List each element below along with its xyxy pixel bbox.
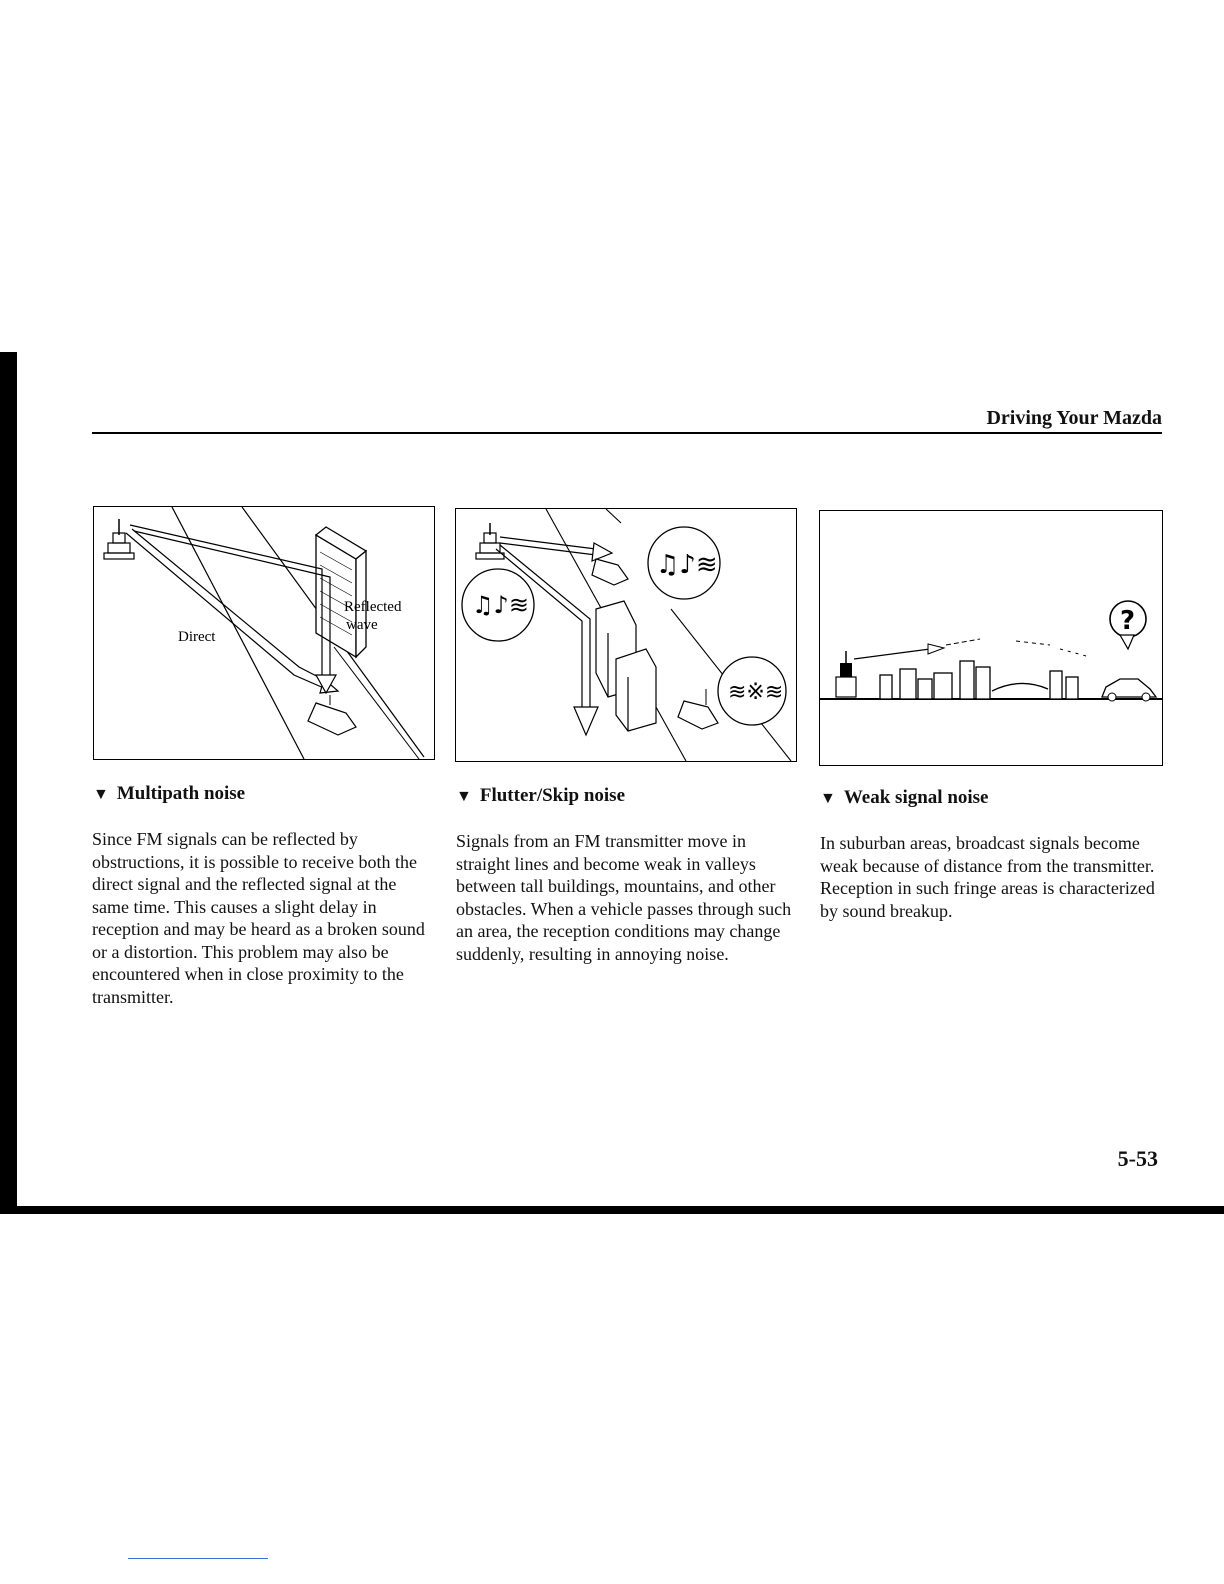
car-icon (592, 559, 628, 585)
music-bubble-icon (462, 569, 534, 641)
flutter-skip-description: Signals from an FM transmitter move in straight lines and become weak in valleys between tall buildings, mountains, and other obstacles. When a vehicle passes through such an area, the reception conditions may change suddenly, resulting in annoying noise. (456, 831, 792, 964)
buildings-icon (596, 601, 656, 731)
reflected-label: Reflected (344, 599, 402, 615)
building-icon (316, 527, 366, 657)
left-edge-bar (0, 352, 17, 1214)
triangle-down-icon: ▼ (456, 788, 472, 805)
car-icon (308, 695, 356, 735)
noise-bubble-icon (718, 657, 786, 725)
section-title-weak-signal: ▼ Weak signal noise (820, 787, 989, 808)
multipath-diagram (94, 507, 434, 759)
transmitter-tower-icon (104, 519, 134, 559)
page-number: 5-53 (1117, 1146, 1158, 1171)
car-icon (678, 689, 718, 729)
bottom-edge-bar (0, 1206, 1224, 1214)
transmitter-tower-icon (476, 523, 504, 559)
triangle-down-icon: ▼ (820, 790, 836, 807)
footer-link-underline (128, 1558, 268, 1559)
multipath-illustration (93, 506, 435, 760)
weak-signal-illustration (819, 510, 1163, 766)
question-bubble-icon (1110, 601, 1146, 649)
section-title-flutter-skip: ▼ Flutter/Skip noise (456, 785, 625, 806)
page-header-title: Driving Your Mazda (986, 407, 1162, 429)
section-title-multipath: ▼ Multipath noise (93, 783, 246, 804)
weak-signal-description: In suburban areas, broadcast signals become weak because of distance from the transmitter. Reception in such fringe areas is characterized by sound breakup. (820, 833, 1155, 921)
flutter-skip-diagram (456, 509, 796, 761)
svg-text:≋※≋: ≋※≋ (728, 680, 784, 705)
multipath-description: Since FM signals can be reflected by obstructions, it is possible to receive both the direct signal and the reflected signal at the same time. This causes a slight delay in reception and may be heard as a broken sound or a distortion. This problem may also be encountered when in close proximity to the transmitter. (92, 829, 425, 1007)
svg-text:♫♪≋: ♫♪≋ (656, 550, 718, 580)
header-rule (92, 432, 1162, 434)
question-mark: ? (1120, 606, 1136, 636)
triangle-down-icon: ▼ (93, 786, 109, 803)
transmitter-tower-icon (836, 651, 856, 697)
direct-label: Direct (178, 629, 216, 645)
wave-label: wave (346, 617, 378, 633)
weak-signal-diagram (820, 511, 1162, 765)
flutter-skip-illustration (455, 508, 797, 762)
city-skyline-icon (880, 661, 1078, 699)
svg-text:♫♪≋: ♫♪≋ (472, 591, 529, 619)
car-icon (1102, 679, 1156, 701)
music-bubble-icon (648, 527, 720, 599)
